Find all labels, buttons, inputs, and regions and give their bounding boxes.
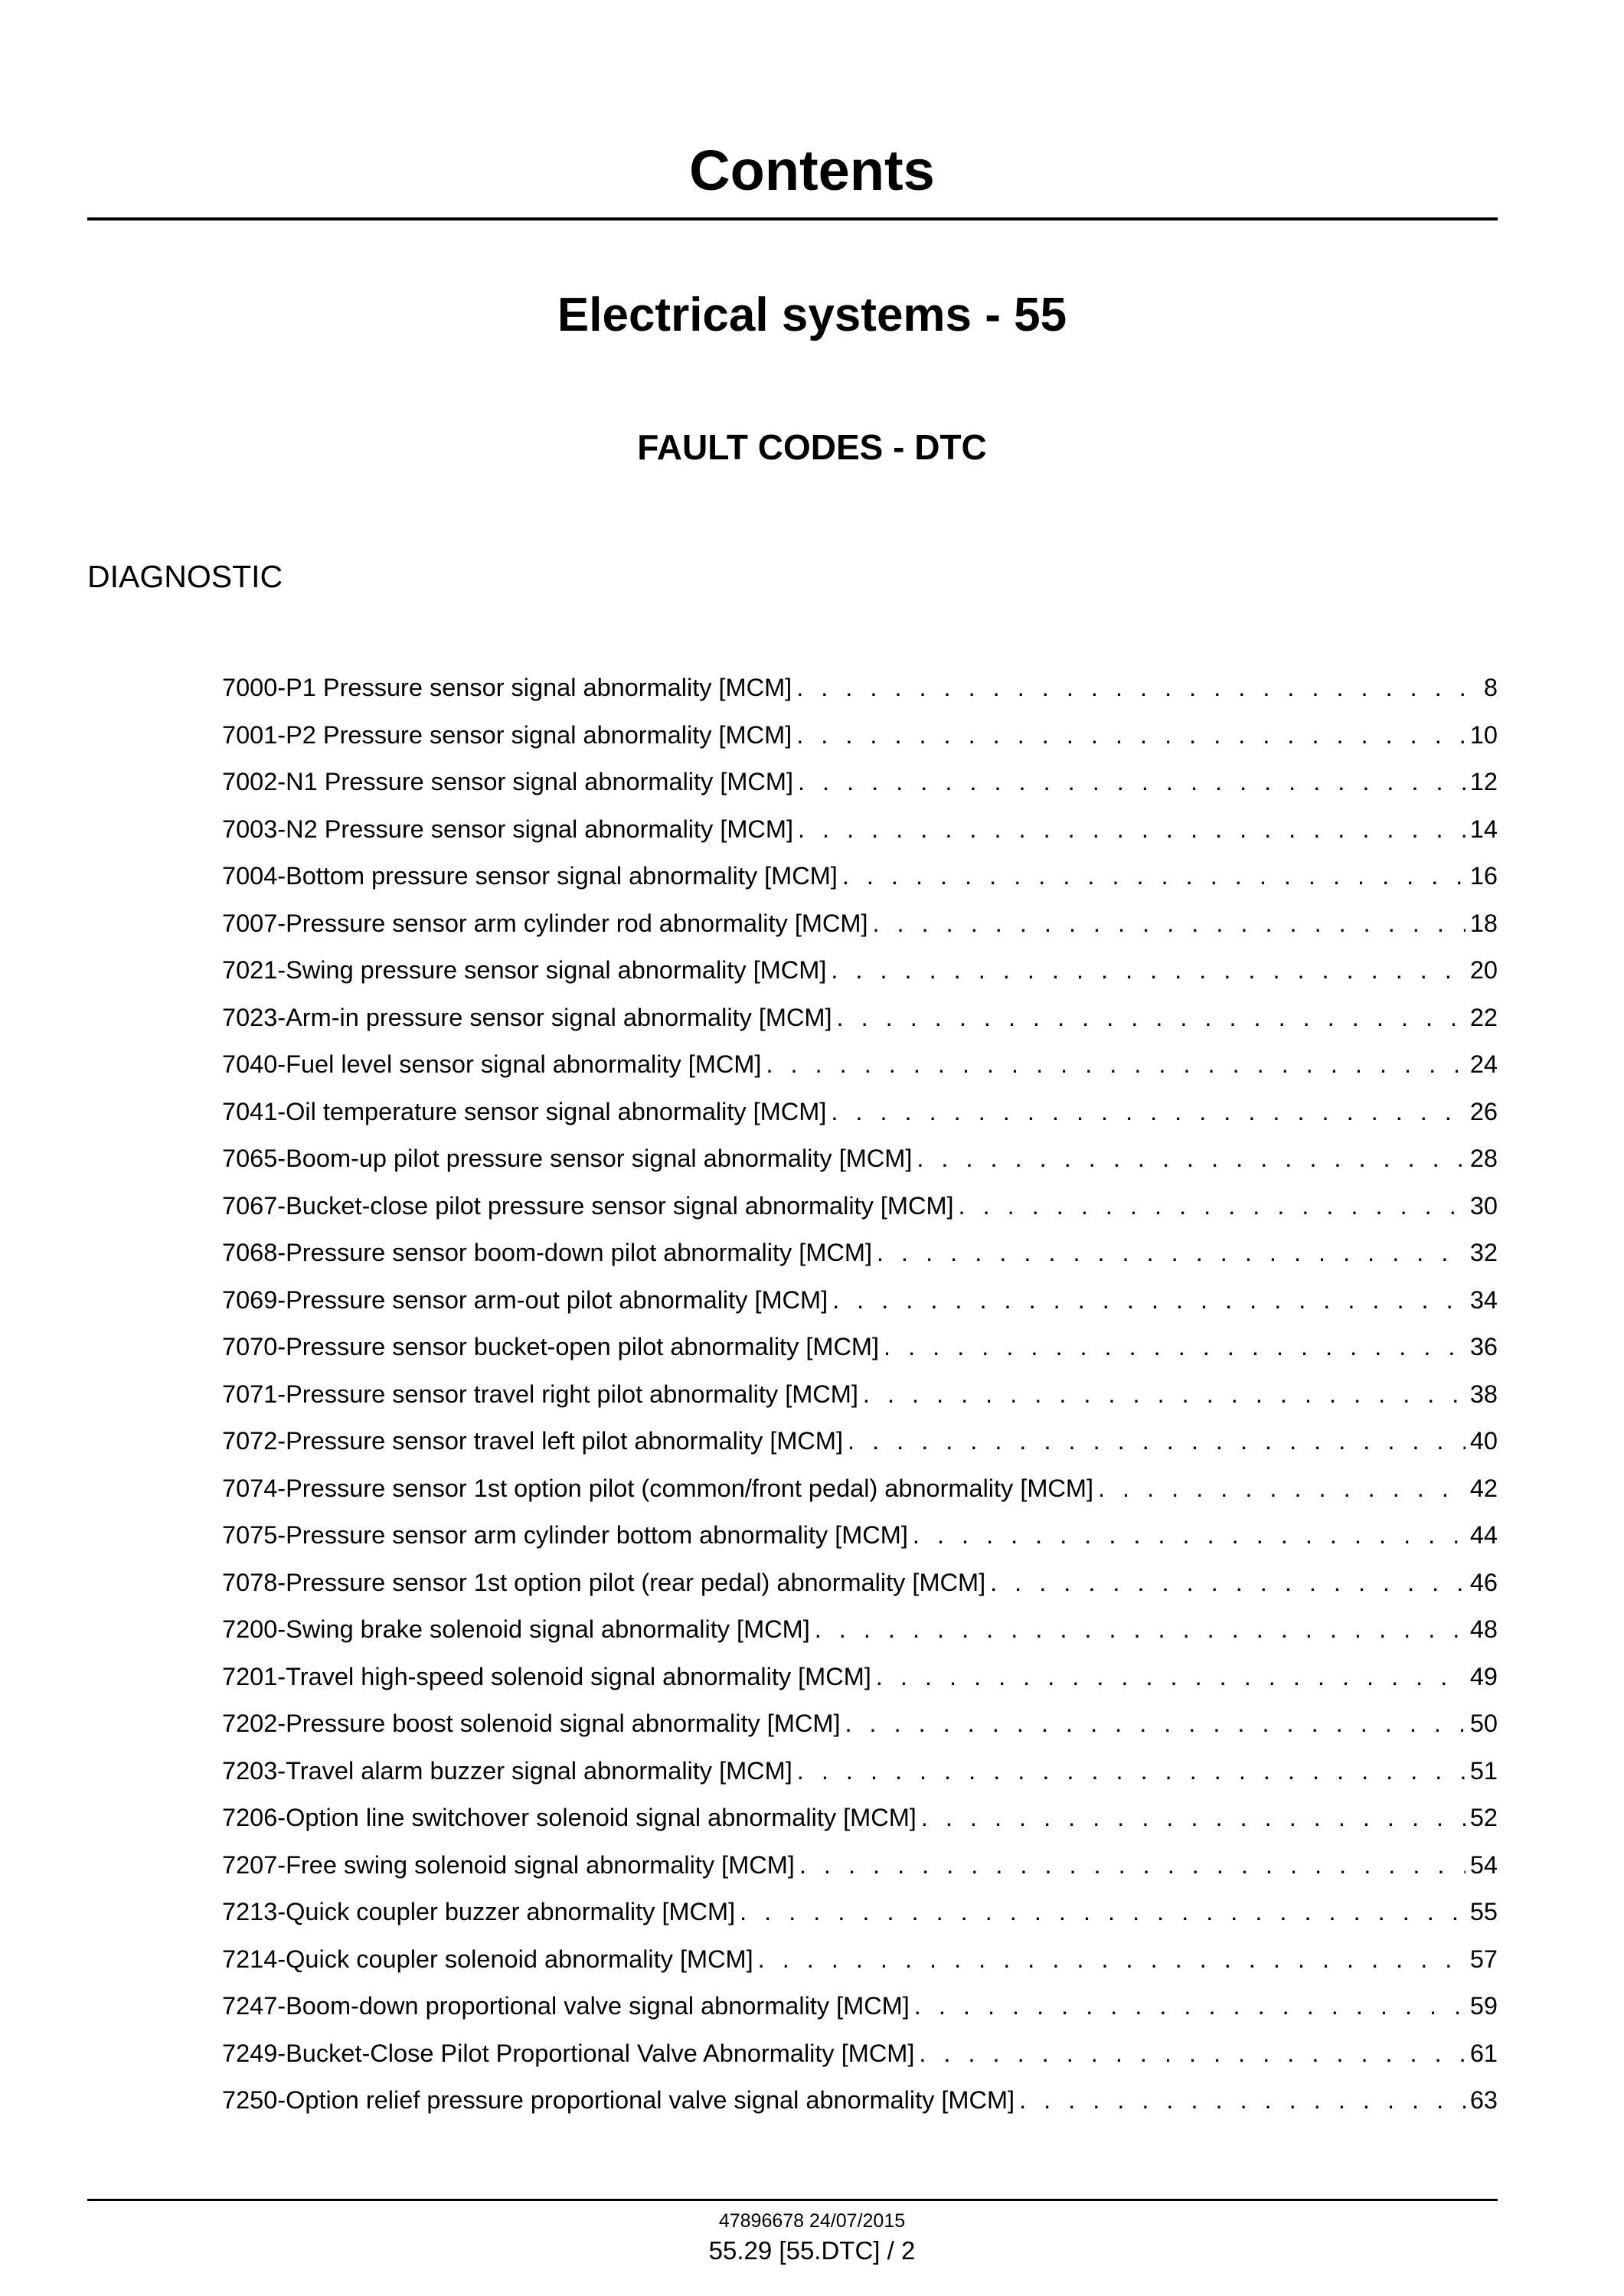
toc-dot-leader xyxy=(845,1700,1465,1748)
toc-entry-title: 7004-Bottom pressure sensor signal abnormality [MCM] xyxy=(222,862,838,890)
toc-entry[interactable] xyxy=(222,994,1498,1042)
toc-entry-title: 7213-Quick coupler buzzer abnormality [MCM] xyxy=(222,1898,736,1925)
toc-entry-title: 7078-Pressure sensor 1st option pilot (rear pedal) abnormality [MCM] xyxy=(222,1568,986,1596)
toc-entry[interactable] xyxy=(222,947,1498,994)
toc-entry-page: 57 xyxy=(1469,1945,1498,1973)
toc-dot-leader xyxy=(873,900,1466,948)
toc-entry[interactable] xyxy=(222,1089,1498,1136)
toc-entry-title: 7072-Pressure sensor travel left pilot abnormality [MCM] xyxy=(222,1427,844,1455)
toc-entry-title: 7202-Pressure boost solenoid signal abnormality [MCM] xyxy=(222,1710,841,1737)
toc-dot-leader xyxy=(884,1324,1466,1371)
toc-entry-page: 48 xyxy=(1469,1615,1498,1643)
toc-entry-title: 7023-Arm-in pressure sensor signal abnormality [MCM] xyxy=(222,1003,832,1031)
toc-dot-leader xyxy=(863,1371,1466,1419)
toc-entry-page: 12 xyxy=(1469,768,1498,795)
toc-entry[interactable] xyxy=(222,1512,1498,1560)
toc-entry-page: 24 xyxy=(1469,1050,1498,1078)
toc-dot-leader xyxy=(815,1606,1466,1654)
toc-entry[interactable] xyxy=(222,1324,1498,1371)
toc-entry[interactable] xyxy=(222,1465,1498,1513)
toc-entry-title: 7040-Fuel level sensor signal abnormality [MCM] xyxy=(222,1050,762,1078)
toc-entry-title: 7214-Quick coupler solenoid abnormality [MCM] xyxy=(222,1945,753,1973)
toc-entry-page: 44 xyxy=(1469,1521,1498,1549)
toc-dot-leader xyxy=(798,759,1466,806)
toc-dot-leader xyxy=(798,806,1466,854)
toc-entry-title: 7070-Pressure sensor bucket-open pilot abnormality [MCM] xyxy=(222,1333,880,1360)
toc-entry-page: 54 xyxy=(1469,1850,1498,1879)
toc-dot-leader xyxy=(766,1041,1465,1089)
toc-entry[interactable] xyxy=(222,1135,1498,1183)
toc-entry[interactable] xyxy=(222,665,1498,712)
toc-entry-page: 63 xyxy=(1469,2086,1498,2114)
toc-entry-page: 32 xyxy=(1469,1239,1498,1266)
toc-entry[interactable] xyxy=(222,1700,1498,1748)
toc-entry-title: 7200-Swing brake solenoid signal abnormality [MCM] xyxy=(222,1615,810,1643)
footer-doc-reference: 47896678 24/07/2015 xyxy=(718,2210,906,2232)
toc-entry-page: 10 xyxy=(1469,720,1498,749)
toc-entry[interactable] xyxy=(222,2077,1498,2125)
toc-dot-leader xyxy=(921,1795,1466,1842)
toc-entry-title: 7206-Option line switchover solenoid signal abnormality [MCM] xyxy=(222,1804,917,1831)
toc-entry-title: 7201-Travel high-speed solenoid signal abnormality [MCM] xyxy=(222,1662,871,1690)
toc-entry-title: 7041-Oil temperature sensor signal abnormality [MCM] xyxy=(222,1097,827,1125)
toc-entry[interactable] xyxy=(222,806,1498,854)
toc-entry-page: 34 xyxy=(1469,1285,1498,1314)
toc-entry[interactable] xyxy=(222,712,1498,759)
toc-entry-page: 20 xyxy=(1469,956,1498,984)
toc-entry-title: 7007-Pressure sensor arm cylinder rod abnormality [MCM] xyxy=(222,909,868,937)
toc-entry-page: 40 xyxy=(1469,1427,1498,1455)
toc-entry-title: 7074-Pressure sensor 1st option pilot (common/front pedal) abnormality [MCM] xyxy=(222,1474,1093,1502)
toc-entry[interactable] xyxy=(222,1654,1498,1701)
toc-entry-title: 7207-Free swing solenoid signal abnormality [MCM] xyxy=(222,1850,795,1879)
toc-entry[interactable] xyxy=(222,1277,1498,1324)
toc-dot-leader xyxy=(842,853,1466,900)
toc-entry-page: 36 xyxy=(1469,1333,1498,1360)
toc-dot-leader xyxy=(740,1889,1466,1936)
toc-entry-title: 7250-Option relief pressure proportional valve signal abnormality [MCM] xyxy=(222,2086,1015,2114)
toc-entry[interactable] xyxy=(222,1183,1498,1230)
toc-dot-leader xyxy=(917,1135,1465,1183)
toc-entry[interactable] xyxy=(222,900,1498,948)
toc-entry-title: 7067-Bucket-close pilot pressure sensor signal abnormality [MCM] xyxy=(222,1191,954,1220)
toc-entry-page: 8 xyxy=(1483,674,1498,701)
toc-dot-leader xyxy=(877,1230,1466,1277)
toc-entry-page: 26 xyxy=(1469,1097,1498,1125)
toc-entry[interactable] xyxy=(222,1230,1498,1277)
toc-dot-leader xyxy=(796,712,1466,759)
toc-entry-title: 7002-N1 Pressure sensor signal abnormality [MCM] xyxy=(222,768,793,795)
toc-dot-leader xyxy=(990,1560,1466,1607)
toc-entry-page: 52 xyxy=(1469,1804,1498,1831)
toc-entry-title: 7075-Pressure sensor arm cylinder bottom abnormality [MCM] xyxy=(222,1521,908,1549)
page-title: Contents xyxy=(689,139,935,202)
toc-dot-leader xyxy=(914,1983,1466,2030)
toc-entry-page: 28 xyxy=(1469,1145,1498,1172)
toc-dot-leader xyxy=(876,1654,1466,1701)
toc-dot-leader xyxy=(832,1277,1466,1324)
toc-entry-page: 30 xyxy=(1469,1191,1498,1220)
chapter-title: FAULT CODES - DTC xyxy=(637,427,987,467)
toc-dot-leader xyxy=(758,1936,1466,1984)
toc-entry[interactable] xyxy=(222,1936,1498,1984)
toc-entry-page: 46 xyxy=(1469,1568,1498,1596)
toc-entry-page: 59 xyxy=(1469,1992,1498,2020)
toc-dot-leader xyxy=(1019,2077,1466,2125)
toc-dot-leader xyxy=(913,1512,1466,1560)
toc-entry-title: 7068-Pressure sensor boom-down pilot abnormality [MCM] xyxy=(222,1239,872,1266)
toc-entry[interactable] xyxy=(222,1983,1498,2030)
toc-entry-title: 7203-Travel alarm buzzer signal abnormality [MCM] xyxy=(222,1756,792,1785)
toc-dot-leader xyxy=(831,1089,1465,1136)
toc-dot-leader xyxy=(848,1418,1466,1465)
toc-entry-page: 14 xyxy=(1469,815,1498,843)
toc-entry[interactable] xyxy=(222,1606,1498,1654)
group-heading: DIAGNOSTIC xyxy=(87,559,283,594)
toc-entry-page: 61 xyxy=(1469,2039,1498,2067)
toc-entry[interactable] xyxy=(222,1842,1498,1889)
toc-entry-title: 7000-P1 Pressure sensor signal abnormality [MCM] xyxy=(222,674,792,701)
toc-entry-page: 49 xyxy=(1469,1662,1498,1690)
footer-page-number: 55.29 [55.DTC] / 2 xyxy=(708,2236,916,2265)
toc-entry-page: 18 xyxy=(1469,909,1498,937)
toc-entry[interactable] xyxy=(222,1418,1498,1465)
toc-entry-title: 7065-Boom-up pilot pressure sensor signal abnormality [MCM] xyxy=(222,1145,913,1172)
header-rule xyxy=(87,217,1498,220)
toc-entry[interactable] xyxy=(222,1748,1498,1795)
toc-dot-leader xyxy=(1098,1465,1466,1513)
toc-entry-title: 7247-Boom-down proportional valve signal abnormality [MCM] xyxy=(222,1992,910,2020)
toc-dot-leader xyxy=(959,1183,1466,1230)
toc-entry-page: 51 xyxy=(1469,1756,1498,1785)
toc-entry-page: 22 xyxy=(1469,1003,1498,1031)
toc-entry-page: 50 xyxy=(1469,1710,1498,1737)
toc-entry-page: 42 xyxy=(1469,1474,1498,1502)
footer-rule xyxy=(87,2199,1498,2201)
toc-entry[interactable] xyxy=(222,1889,1498,1936)
toc-entry-title: 7069-Pressure sensor arm-out pilot abnormality [MCM] xyxy=(222,1285,828,1314)
section-title: Electrical systems - 55 xyxy=(557,289,1067,341)
toc-list xyxy=(222,665,1498,2125)
toc-dot-leader xyxy=(796,665,1479,712)
toc-entry-title: 7071-Pressure sensor travel right pilot abnormality [MCM] xyxy=(222,1380,858,1408)
toc-entry-title: 7021-Swing pressure sensor signal abnormality [MCM] xyxy=(222,956,827,984)
toc-dot-leader xyxy=(837,994,1466,1042)
toc-entry[interactable] xyxy=(222,2030,1498,2078)
toc-dot-leader xyxy=(831,947,1465,994)
toc-entry-title: 7003-N2 Pressure sensor signal abnormality [MCM] xyxy=(222,815,793,843)
toc-entry-page: 16 xyxy=(1469,862,1498,890)
toc-entry[interactable] xyxy=(222,759,1498,806)
toc-dot-leader xyxy=(799,1842,1466,1889)
toc-entry[interactable] xyxy=(222,1795,1498,1842)
toc-entry[interactable] xyxy=(222,1041,1498,1089)
toc-entry-title: 7249-Bucket-Close Pilot Proportional Valve Abnormality [MCM] xyxy=(222,2039,915,2067)
toc-dot-leader xyxy=(919,2030,1465,2078)
toc-entry-title: 7001-P2 Pressure sensor signal abnormality [MCM] xyxy=(222,720,792,749)
toc-dot-leader xyxy=(797,1748,1466,1795)
toc-entry[interactable] xyxy=(222,1371,1498,1419)
toc-entry-page: 55 xyxy=(1469,1898,1498,1925)
toc-entry-page: 38 xyxy=(1469,1380,1498,1408)
toc-entry[interactable] xyxy=(222,853,1498,900)
toc-entry[interactable] xyxy=(222,1560,1498,1607)
